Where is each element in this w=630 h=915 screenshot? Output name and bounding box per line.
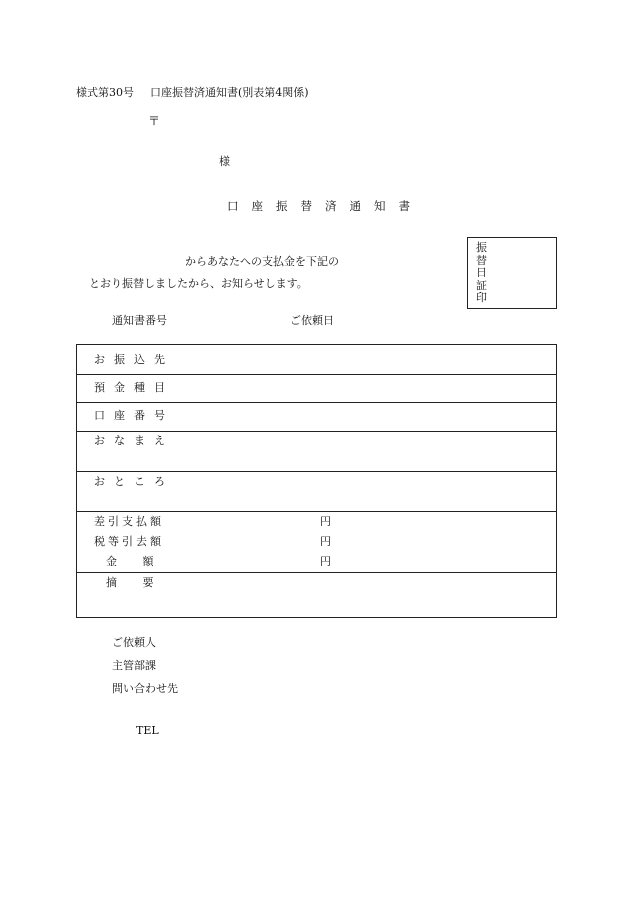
net-payment-label: 差引支払額 — [94, 515, 164, 528]
name-label: おなまえ — [94, 434, 174, 447]
amount-yen: 円 — [320, 555, 331, 568]
transfer-to-label: お振込先 — [94, 353, 174, 366]
request-date-label: ご依頼日 — [290, 314, 334, 327]
notice-number-label: 通知書番号 — [112, 314, 167, 327]
form-title: 口座振替済通知書(別表第4関係) — [150, 86, 309, 99]
address-label: おところ — [94, 475, 174, 488]
form-number: 様式第30号 — [76, 86, 134, 99]
stamp-label-char: 振 — [476, 241, 487, 254]
postal-mark: 〒 — [148, 114, 161, 128]
document-title: 口座振替済通知書 — [227, 199, 423, 213]
stamp-label-char: 替 — [476, 253, 487, 267]
tax-withheld-label: 税等引去額 — [94, 535, 164, 548]
contact-label: 問い合わせ先 — [112, 682, 178, 695]
tax-withheld-yen: 円 — [320, 535, 331, 548]
row-divider — [77, 471, 556, 472]
row-divider — [77, 431, 556, 432]
account-type-label: 預金種目 — [94, 381, 174, 394]
row-divider — [77, 511, 556, 512]
account-number-label: 口座番号 — [94, 409, 174, 422]
department-label: 主管部課 — [112, 659, 156, 672]
row-divider — [77, 402, 556, 403]
stamp-label-char: 日 — [476, 266, 487, 279]
amount-label: 金 額 — [106, 555, 154, 568]
row-divider — [77, 572, 556, 573]
transfer-details-table — [76, 344, 557, 618]
net-payment-yen: 円 — [320, 515, 331, 528]
message-line-2: とおり振替しましたから、お知らせします。 — [89, 277, 308, 290]
remarks-label: 摘 要 — [106, 576, 154, 589]
message-line-1: からあなたへの支払金を下記の — [185, 255, 339, 268]
transfer-date-stamp-box — [467, 237, 557, 309]
stamp-label-char: 印 — [476, 291, 487, 304]
stamp-label-char: 証 — [476, 278, 487, 292]
stamp-label — [476, 242, 488, 305]
honorific: 様 — [219, 155, 230, 168]
tel-label: TEL — [136, 724, 159, 737]
requester-label: ご依頼人 — [112, 636, 156, 649]
row-divider — [77, 374, 556, 375]
